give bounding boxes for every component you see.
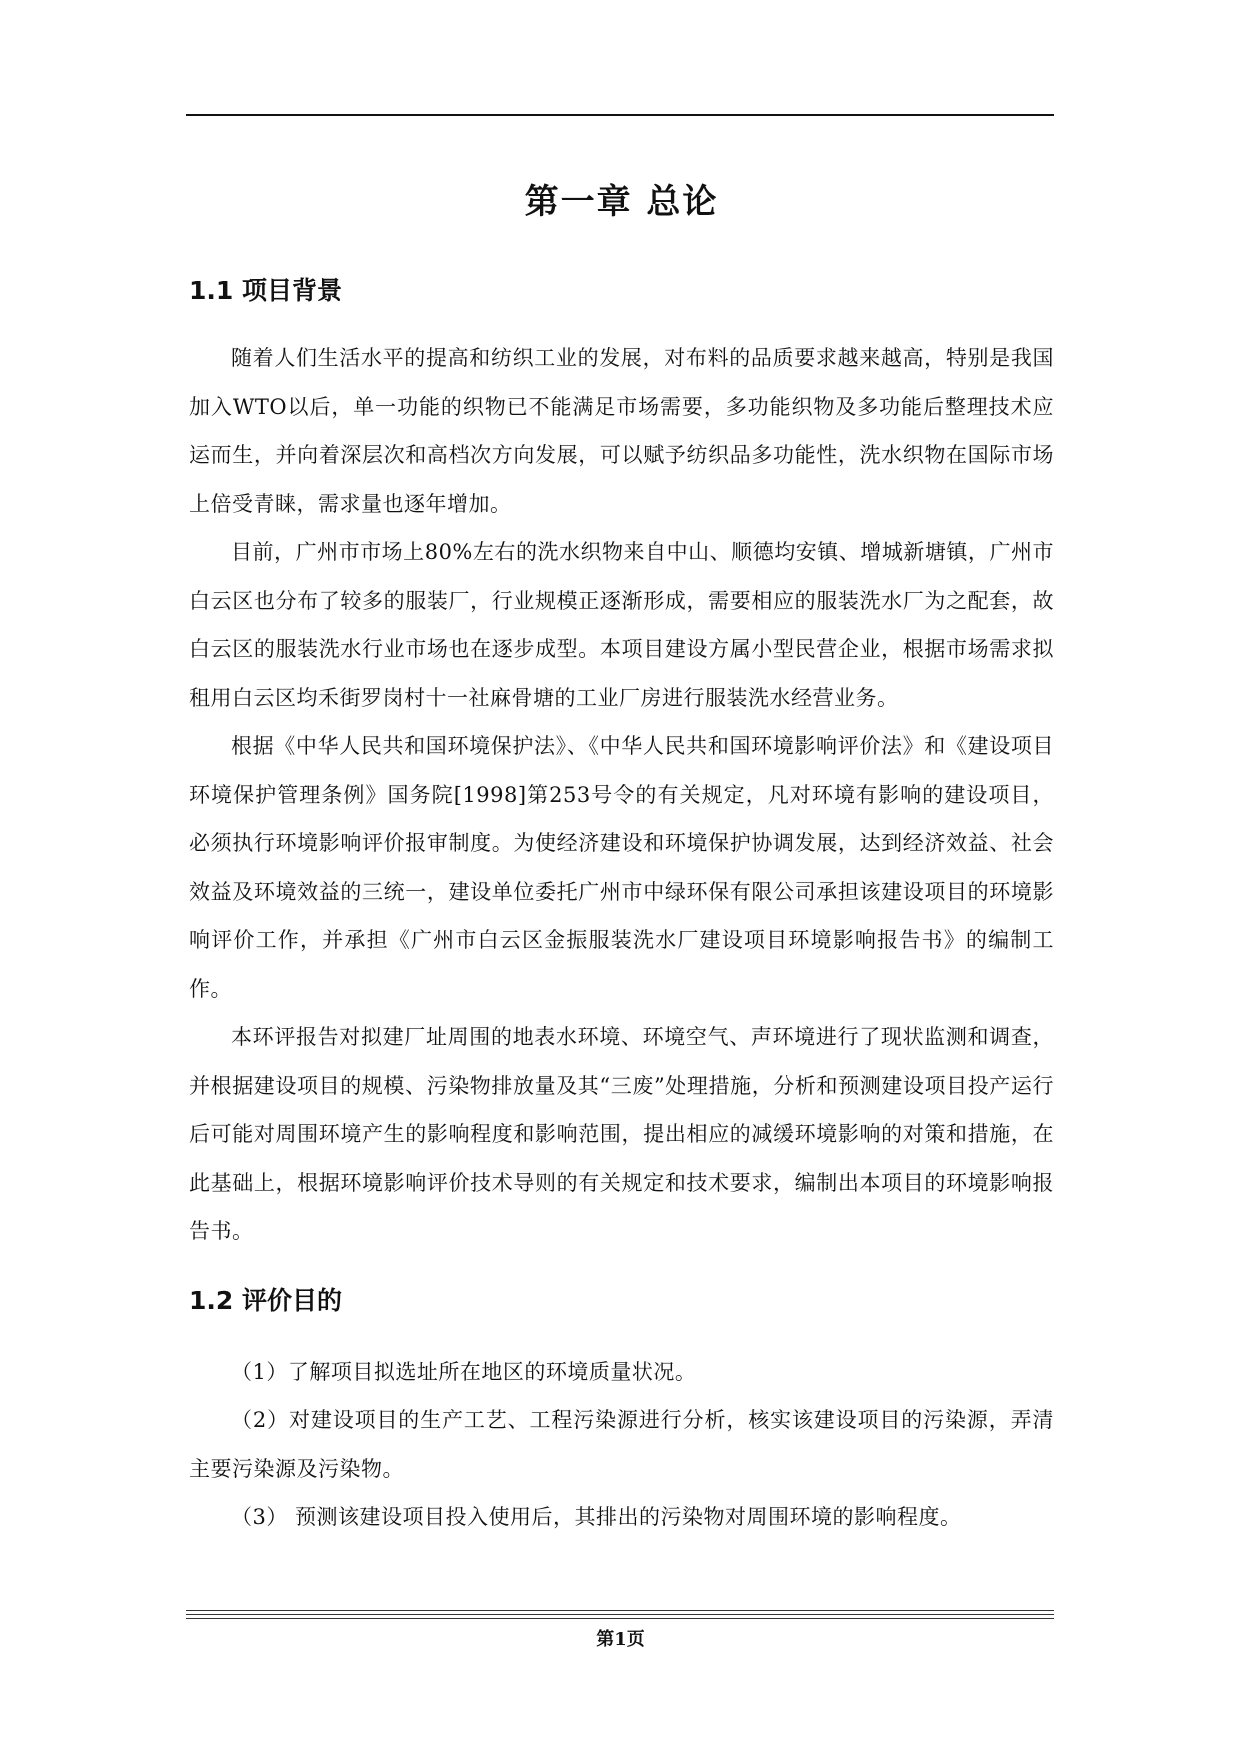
footer-rule: [186, 1618, 1054, 1619]
document-body: [189, 160, 1054, 1542]
footer-rule: [186, 1614, 1054, 1615]
list-item: （3） 预测该建设项目投入使用后，其排出的污染物对周围环境的影响程度。: [231, 1505, 962, 1529]
header-rule: [186, 114, 1054, 116]
section-heading-purpose: 1.2 评价目的: [189, 1285, 342, 1315]
page-number: 第1页: [596, 1629, 645, 1650]
paragraph: 目前，广州市市场上80%左右的洗水织物来自中山、顺德均安镇、增城新塘镇，广州市白云区也分布了较多的服装厂，行业规模正逐渐形成，需要相应的服装洗水厂为之配套，故白云区的服装洗水行业市场也在逐步成型。本项目建设方属小型民营企业，根据市场需求拟租用白云区均禾街罗岗村十一社麻骨塘的工业厂房进行服装洗水经营业务。: [189, 540, 1054, 710]
footer-rule: [186, 1610, 1054, 1611]
paragraph: 本环评报告对拟建厂址周围的地表水环境、环境空气、声环境进行了现状监测和调查，并根据建设项目的规模、污染物排放量及其“三废”处理措施，分析和预测建设项目投产运行后可能对周围环境产生的影响程度和影响范围，提出相应的减缓环境影响的对策和措施，在此基础上，根据环境影响评价技术导则的有关规定和技术要求，编制出本项目的环境影响报告书。: [189, 1025, 1054, 1243]
paragraph: 根据《中华人民共和国环境保护法》、《中华人民共和国环境影响评价法》和《建设项目环境保护管理条例》国务院[1998]第253号令的有关规定，凡对环境有影响的建设项目，必须执行环境影响评价报审制度。为使经济建设和环境保护协调发展，达到经济效益、社会效益及环境效益的三统一，建设单位委托广州市中绿环保有限公司承担该建设项目的环境影响评价工作，并承担《广州市白云区金振服装洗水厂建设项目环境影响报告书》的编制工作。: [189, 734, 1054, 1001]
section-heading-background: 1.1 项目背景: [189, 276, 342, 305]
chapter-title: 第一章 总论: [524, 182, 719, 222]
list-item: （1）了解项目拟选址所在地区的环境质量状况。: [231, 1359, 697, 1384]
paragraph: 随着人们生活水平的提高和纺织工业的发展，对布料的品质要求越来越高，特别是我国加入WTO以后，单一功能的织物已不能满足市场需要，多功能织物及多功能后整理技术应运而生，并向着深层次和高档次方向发展，可以赋予纺织品多功能性，洗水织物在国际市场上倍受青睐，需求量也逐年增加。: [189, 346, 1054, 516]
list-item: （2）对建设项目的生产工艺、工程污染源进行分析，核实该建设项目的污染源，弄清主要污染源及污染物。: [189, 1408, 1054, 1481]
